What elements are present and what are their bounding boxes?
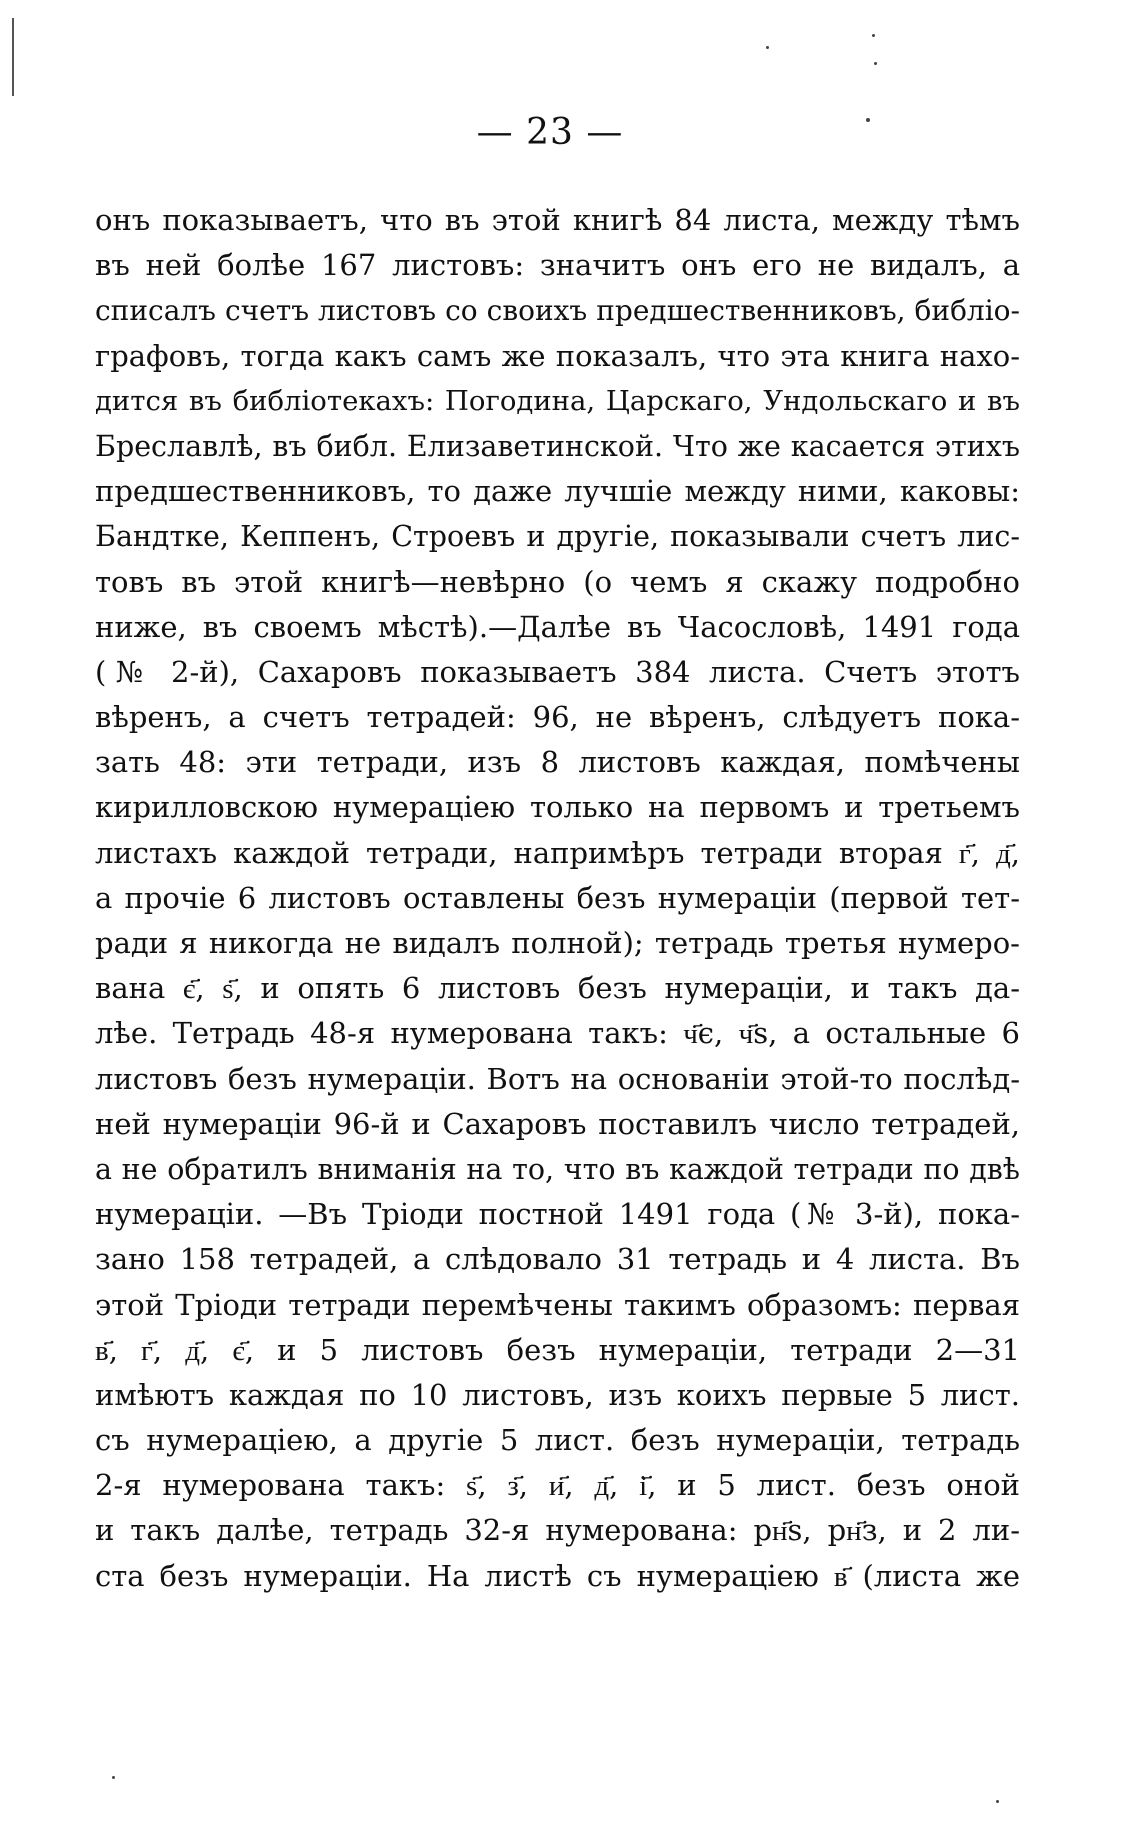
text-line: этой Тріоди тетради перемѣчены такимъ образомъ: первая [95, 1287, 1020, 1322]
text-line: вана є҃, ѕ҃, и опять 6 листовъ безъ нумераціи, и такъ да- [95, 971, 1020, 1006]
text-line: зано 158 тетрадей, а слѣдовало 31 тетрадь и 4 листа. Въ [95, 1242, 1020, 1277]
text-line: списалъ счетъ листовъ со своихъ предшественниковъ, библіо- [95, 294, 1020, 328]
text-line: ста безъ нумераціи. На листѣ съ нумераціею в҃ (листа же [95, 1558, 1020, 1593]
text-line: а не обратилъ вниманія на то, что въ каждой тетради по двѣ [95, 1152, 1020, 1186]
text-line: графовъ, тогда какъ самъ же показалъ, что эта книга нахо- [95, 338, 1020, 373]
text-line: зать 48: эти тетради, изъ 8 листовъ каждая, помѣчены [95, 745, 1020, 780]
text-line: Бреславлѣ, въ библ. Елизаветинской. Что же касается этихъ [95, 429, 1020, 463]
text-line: в҃, г҃, д҃, є҃, и 5 листовъ безъ нумераціи, тетради 2—31 [95, 1332, 1020, 1367]
scan-speck [874, 62, 877, 65]
text-line: съ нумераціею, а другіе 5 лист. безъ нумераціи, тетрадь [95, 1423, 1020, 1458]
text-line: и такъ далѣе, тетрадь 32-я нумерована: рн҃ѕ, рн҃з, и 2 ли- [95, 1513, 1020, 1548]
body-text [95, 198, 1020, 1599]
scan-speck [766, 46, 769, 49]
text-line: дится въ библіотекахъ: Погодина, Царскаго, Ундольскаго и въ [95, 384, 1020, 417]
text-line: предшественниковъ, то даже лучшіе между ними, каковы: [95, 474, 1020, 509]
text-line: онъ показываетъ, что въ этой книгѣ 84 листа, между тѣмъ [95, 203, 1020, 237]
text-line: а прочіе 6 листовъ оставлены безъ нумераціи (первой тет- [95, 880, 1020, 915]
text-line: товъ въ этой книгѣ—невѣрно (о чемъ я скажу подробно [95, 564, 1020, 599]
text-line: лѣе. Тетрадь 48-я нумерована такъ: ч҃є, ч҃ѕ, а остальные 6 [95, 1016, 1020, 1051]
text-line: (№ 2-й), Сахаровъ показываетъ 384 листа. Счетъ этотъ [95, 654, 1020, 689]
scan-speck [996, 1800, 999, 1803]
text-line: въ ней болѣе 167 листовъ: значитъ онъ его не видалъ, а [95, 248, 1020, 283]
text-line: 2-я нумерована такъ: ѕ҃, з҃, и҃, д҃, і҃, и 5 лист. безъ оной [95, 1468, 1020, 1503]
text-line: имѣютъ каждая по 10 листовъ, изъ коихъ первые 5 лист. [95, 1377, 1020, 1412]
scan-edge-line [12, 18, 14, 96]
text-line: Бандтке, Кеппенъ, Строевъ и другіе, показывали счетъ лис- [95, 520, 1020, 554]
page-number: — 23 — [476, 112, 624, 153]
text-line: листовъ безъ нумераціи. Вотъ на основаніи этой-то послѣд- [95, 1061, 1020, 1096]
text-line: вѣренъ, а счетъ тетрадей: 96, не вѣренъ, слѣдуетъ пока- [95, 700, 1020, 735]
scan-speck [112, 1776, 115, 1779]
text-line: ради я никогда не видалъ полной); тетрадь третья нумеро- [95, 926, 1020, 960]
text-line: ниже, въ своемъ мѣстѣ).—Далѣе въ Часословѣ, 1491 года [95, 609, 1020, 644]
text-line: кирилловскою нумераціею только на первомъ и третьемъ [95, 790, 1020, 825]
text-line: листахъ каждой тетради, напримѣръ тетради вторая г҃, д҃, [95, 835, 1020, 870]
text-line: нумераціи. —Въ Тріоди постной 1491 года (№ 3-й), пока- [95, 1197, 1020, 1232]
scan-speck [872, 34, 875, 37]
text-line: ней нумераціи 96-й и Сахаровъ поставилъ число тетрадей, [95, 1106, 1020, 1141]
